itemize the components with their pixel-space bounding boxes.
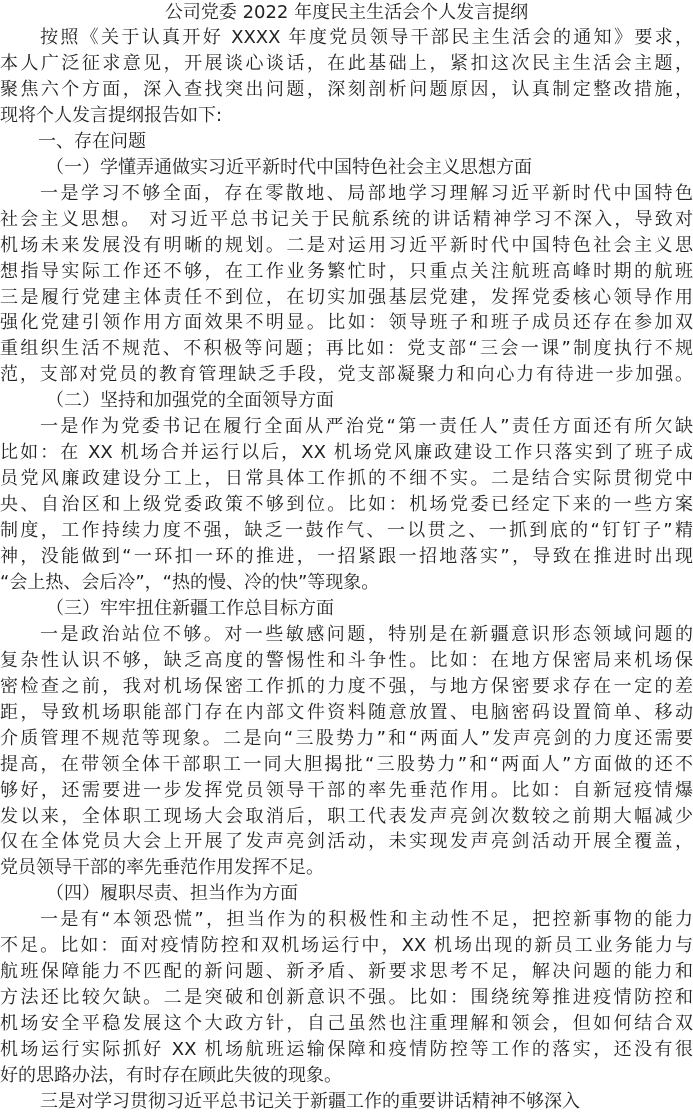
body-text-line: 仅在全体党员大会上开展了发声亮剑活动，未实现发声亮剑活动开展全覆盖， — [0, 831, 693, 853]
paragraph-first-line: 一是作为党委书记在履行全面从严治党“第一责任人”责任方面还有所欠缺 — [40, 416, 693, 438]
body-text-line: 介质管理不规范等现象。二是向“三股势力”和“两面人”发声亮剑的力度还需要 — [0, 727, 693, 749]
body-text-line: 提高，在带领全体干部职工一同大胆揭批“三股势力”和“两面人”方面做的还不 — [0, 753, 693, 775]
body-text-line: 想指导实际工作还不够，在工作业务繁忙时，只重点关注航班高峰时期的航班 — [0, 260, 693, 282]
body-text-line: 不足。比如：面对疫情防控和双机场运行中，XX 机场出现的新员工业务能力与 — [0, 935, 693, 957]
paragraph-first-line: 一是学习不够全面，存在零散地、局部地学习理解习近平新时代中国特色 — [40, 182, 693, 204]
body-text-line: 重组织生活不规范、不积极等问题；再比如：党支部“三会一课”制度执行不规 — [0, 338, 693, 360]
body-text-line: 强化党建引领作用方面效果不明显。比如：领导班子和班子成员还存在参加双 — [0, 312, 693, 334]
body-text-line: 够好，还需要进一步发挥党员领导干部的率先垂范作用。比如：自新冠疫情爆 — [0, 779, 693, 801]
section-heading: 一、存在问题 — [38, 130, 146, 152]
body-text-line: 比如：在 XX 机场合并运行以后，XX 机场党风廉政建设工作只落实到了班子成 — [0, 442, 693, 464]
body-text-line: 制度，工作持续力度不强，缺乏一鼓作气、一以贯之、一抓到底的“钉钉子”精 — [0, 520, 693, 542]
body-text-line: 机场运行实际抓好 XX 机场航班运输保障和疫情防控等工作的落实，还没有很 — [0, 1039, 693, 1061]
subsection-heading: （三）牢牢扭住新疆工作总目标方面 — [46, 597, 334, 619]
paragraph-first-line: 按照《关于认真开好 XXXX 年度党员领导干部民主生活会的通知》要求， — [40, 27, 693, 48]
body-text-line: 央、自治区和上级党委政策不够到位。比如：机场党委已经定下来的一些方案 — [0, 494, 693, 516]
body-text-line: 方法还比较欠缺。二是突破和创新意识不强。比如：围绕统筹推进疫情防控和 — [0, 987, 693, 1009]
paragraph-last-line: 党员领导干部的率先垂范作用发挥不足。 — [0, 857, 324, 879]
body-text-line: 复杂性认识不够，缺乏高度的警惕性和斗争性。比如：在地方保密局来机场保 — [0, 649, 693, 671]
body-text-line: 机场安全平稳发展这个大政方针，自己虽然也注重理解和领会，但如何结合双 — [0, 1013, 693, 1035]
body-text-line: 密检查之前，我对机场保密工作抓的力度不强，与地方保密要求存在一定的差 — [0, 675, 693, 697]
body-text-line: 距，导致机场职能部门存在内部文件资料随意放置、电脑密码设置简单、移动 — [0, 701, 693, 723]
paragraph-last-line: “会上热、会后冷”，“热的慢、冷的快”等现象。 — [0, 571, 380, 593]
subsection-heading: （一）学懂弄通做实习近平新时代中国特色社会主义思想方面 — [46, 156, 532, 178]
paragraph-first-line: 一是有“本领恐慌”，担当作为的积极性和主动性不足，把控新事物的能力 — [40, 909, 693, 931]
body-text-line: 神，没能做到“一环扣一环的推进，一招紧跟一招地落实”，导致在推进时出现 — [0, 546, 693, 567]
body-text-line: 机场未来发展没有明晰的规划。二是对运用习近平新时代中国特色社会主义思 — [0, 234, 693, 256]
body-text-line: 范，支部对党员的教育管理缺乏手段，党支部凝聚力和向心力有待进一步加强。 — [0, 364, 693, 386]
body-text-line: 三是履行党建主体责任不到位，在切实加强基层党建，发挥党委核心领导作用 — [0, 286, 693, 308]
body-text-line: 发以来，全体职工现场大会取消后，职工代表发声亮剑次数较之前期大幅减少 — [0, 805, 693, 827]
paragraph-first-line: 一是政治站位不够。对一些敏感问题，特别是在新疆意识形态领域问题的 — [40, 623, 693, 645]
body-text-line: 本人广泛征求意见，开展谈心谈话，在此基础上，紧扣这次民主生活会主题， — [0, 52, 693, 74]
body-text-line: 社会主义思想。 对习近平总书记关于民航系统的讲话精神学习不深入，导致对 — [0, 208, 693, 230]
partial-text-line: 三是对学习贯彻习近平总书记关于新疆工作的重要讲话精神不够深入 — [40, 1090, 580, 1112]
subsection-heading: （四）履职尽责、担当作为方面 — [46, 883, 298, 905]
paragraph-last-line: 好的思路办法，有时存在顾此失彼的现象。 — [0, 1065, 342, 1086]
subsection-heading: （二）坚持和加强党的全面领导方面 — [46, 390, 334, 412]
body-text-line: 员党风廉政建设分工上，日常具体工作抓的不细不实。二是结合实际贯彻党中 — [0, 468, 693, 490]
body-text-line: 聚焦六个方面，深入查找突出问题，深刻剖析问题原因，认真制定整改措施， — [0, 78, 693, 100]
paragraph-last-line: 现将个人发言提纲报告如下: — [0, 104, 223, 126]
body-text-line: 航班保障能力不匹配的新问题、新矛盾、新要求思考不足，解决问题的能力和 — [0, 961, 693, 983]
document-title: 公司党委 2022 年度民主生活会个人发言提纲 — [164, 2, 529, 23]
